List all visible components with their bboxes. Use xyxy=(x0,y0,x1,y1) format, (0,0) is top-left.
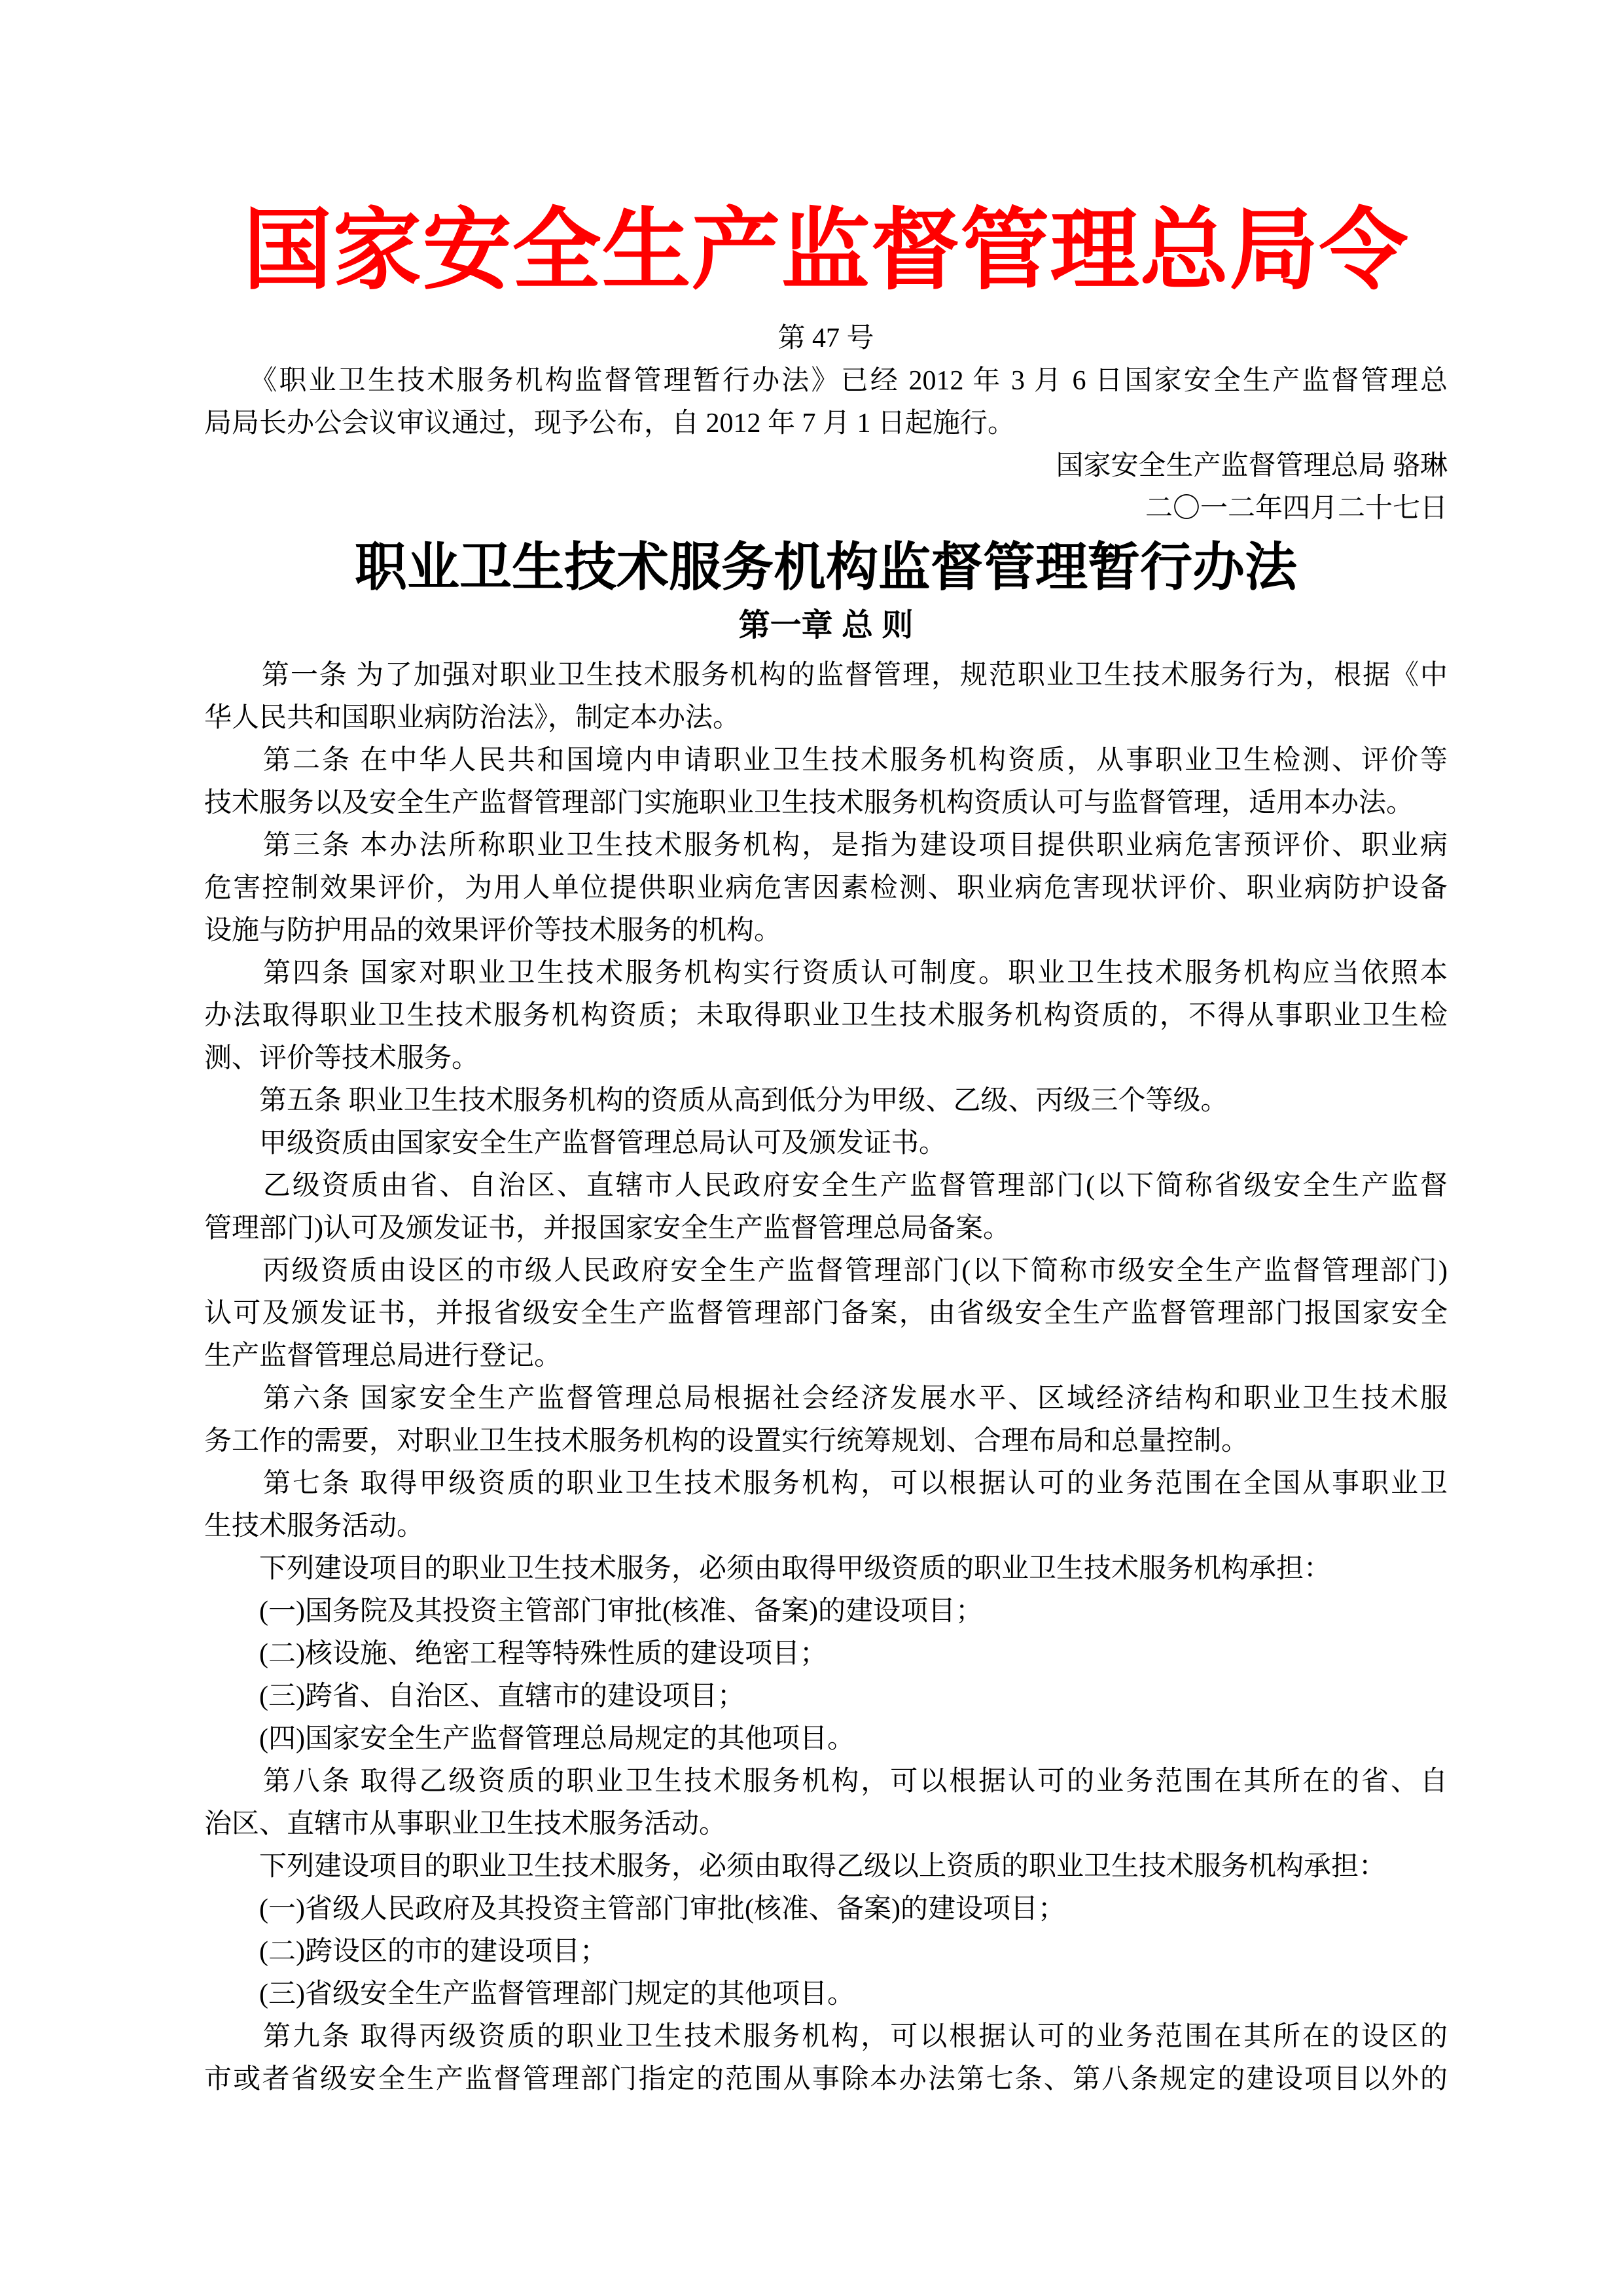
body-line: 第五条 职业卫生技术服务机构的资质从高到低分为甲级、乙级、丙级三个等级。 xyxy=(204,1086,1228,1116)
body-paragraph xyxy=(204,740,1448,825)
body-line: (一)国务院及其投资主管部门审批(核准、备案)的建设项目； xyxy=(204,1596,983,1626)
body-line: 乙级资质由省、自治区、直辖市人民政府安全生产监督管理部门(以下简称省级安全生产监督 xyxy=(204,1171,1448,1201)
body-line: 市或者省级安全生产监督管理部门指定的范围从事除本办法第七条、第八条规定的建设项目以外的 xyxy=(204,2064,1448,2094)
body-line: 第一条 为了加强对职业卫生技术服务机构的监督管理，规范职业卫生技术服务行为，根据《中 xyxy=(204,660,1448,691)
body-line: 第二条 在中华人民共和国境内申请职业卫生技术服务机构资质，从事职业卫生检测、评价等 xyxy=(204,745,1448,776)
body-line: 第九条 取得丙级资质的职业卫生技术服务机构，可以根据认可的业务范围在其所在的设区的 xyxy=(204,2022,1448,2052)
body-paragraph xyxy=(204,825,1448,952)
body-line: 管理部门)认可及颁发证书，并报国家安全生产监督管理总局备案。 xyxy=(204,1213,1010,1244)
body-paragraph xyxy=(204,1931,1448,1973)
body-line: (四)国家安全生产监督管理总局规定的其他项目。 xyxy=(204,1724,855,1754)
body-line: 第三条 本办法所称职业卫生技术服务机构，是指为建设项目提供职业病危害预评价、职业病 xyxy=(204,831,1448,861)
body-line: (三)省级安全生产监督管理部门规定的其他项目。 xyxy=(204,1979,855,2009)
preamble-line: 局局长办公会议审议通过，现予公布，自 2012 年 7 月 1 日起施行。 xyxy=(204,408,1016,439)
body-line: 治区、直辖市从事职业卫生技术服务活动。 xyxy=(204,1809,727,1839)
body-line: 下列建设项目的职业卫生技术服务，必须由取得甲级资质的职业卫生技术服务机构承担： xyxy=(204,1554,1332,1584)
issue-date: 二〇一二年四月二十七日 xyxy=(1145,493,1448,524)
body-paragraph xyxy=(204,1761,1448,1846)
chapter-heading: 第一章 总 则 xyxy=(738,608,914,643)
body-paragraph xyxy=(204,1633,1448,1676)
body-line: 认可及颁发证书，并报省级安全生产监督管理部门备案，由省级安全生产监督管理部门报国家安全 xyxy=(204,1299,1448,1329)
body-paragraph xyxy=(204,1378,1448,1463)
body-line: 丙级资质由设区的市级人民政府安全生产监督管理部门(以下简称市级安全生产监督管理部门) xyxy=(204,1256,1448,1286)
body-paragraph xyxy=(204,1250,1448,1378)
body-line: 测、评价等技术服务。 xyxy=(204,1043,480,1073)
body-paragraph xyxy=(204,1718,1448,1761)
preamble-line: 《职业卫生技术服务机构监督管理暂行办法》已经 2012 年 3 月 6 日国家安全生产监督管理总 xyxy=(204,366,1448,396)
body-line: 甲级资质由国家安全生产监督管理总局认可及颁发证书。 xyxy=(204,1128,947,1158)
body-paragraph xyxy=(204,2016,1448,2101)
body-line: (一)省级人民政府及其投资主管部门审批(核准、备案)的建设项目； xyxy=(204,1894,1065,1924)
body-paragraph xyxy=(204,1463,1448,1548)
agency-order-title: 国家安全生产监督管理总局令 xyxy=(243,202,1409,300)
body-line: 务工作的需要，对职业卫生技术服务机构的设置实行统筹规划、合理布局和总量控制。 xyxy=(204,1426,1249,1456)
body-line: 生技术服务活动。 xyxy=(204,1511,425,1541)
body-paragraph xyxy=(204,1888,1448,1931)
body-line: 危害控制效果评价，为用人单位提供职业病危害因素检测、职业病危害现状评价、职业病防护设备 xyxy=(204,873,1448,903)
body-line: (二)跨设区的市的建设项目； xyxy=(204,1937,607,1967)
body-line: 设施与防护用品的效果评价等技术服务的机构。 xyxy=(204,916,782,946)
body-line: 第六条 国家安全生产监督管理总局根据社会经济发展水平、区域经济结构和职业卫生技术服 xyxy=(204,1384,1448,1414)
body-paragraph xyxy=(204,952,1448,1080)
issue-number: 第 47 号 xyxy=(777,323,874,353)
body-paragraph xyxy=(204,1548,1448,1590)
law-title: 职业卫生技术服务机构监督管理暂行办法 xyxy=(355,538,1297,596)
body-paragraph xyxy=(204,1122,1448,1165)
signature: 国家安全生产监督管理总局 骆琳 xyxy=(1056,451,1448,481)
body-line: 第七条 取得甲级资质的职业卫生技术服务机构，可以根据认可的业务范围在全国从事职业卫 xyxy=(204,1469,1448,1499)
body-line: 第八条 取得乙级资质的职业卫生技术服务机构，可以根据认可的业务范围在其所在的省、自 xyxy=(204,1767,1448,1797)
body-line: 办法取得职业卫生技术服务机构资质；未取得职业卫生技术服务机构资质的，不得从事职业卫生检 xyxy=(204,1001,1448,1031)
body-paragraph xyxy=(204,655,1448,740)
body-line: 下列建设项目的职业卫生技术服务，必须由取得乙级以上资质的职业卫生技术服务机构承担： xyxy=(204,1852,1387,1882)
body-paragraph xyxy=(204,1080,1448,1122)
body-line: (三)跨省、自治区、直辖市的建设项目； xyxy=(204,1681,745,1712)
body-line: 生产监督管理总局进行登记。 xyxy=(204,1341,562,1371)
body-line: 第四条 国家对职业卫生技术服务机构实行资质认可制度。职业卫生技术服务机构应当依照本 xyxy=(204,958,1448,988)
body-paragraph xyxy=(204,1590,1448,1633)
body-paragraph xyxy=(204,1846,1448,1888)
body-paragraph xyxy=(204,1973,1448,2016)
document-body xyxy=(204,655,1448,2101)
preamble xyxy=(204,360,1448,445)
body-line: (二)核设施、绝密工程等特殊性质的建设项目； xyxy=(204,1639,827,1669)
body-line: 技术服务以及安全生产监督管理部门实施职业卫生技术服务机构资质认可与监督管理，适用本办法。 xyxy=(204,788,1414,818)
body-paragraph xyxy=(204,1165,1448,1250)
body-line: 华人民共和国职业病防治法》，制定本办法。 xyxy=(204,703,741,733)
body-paragraph xyxy=(204,1676,1448,1718)
